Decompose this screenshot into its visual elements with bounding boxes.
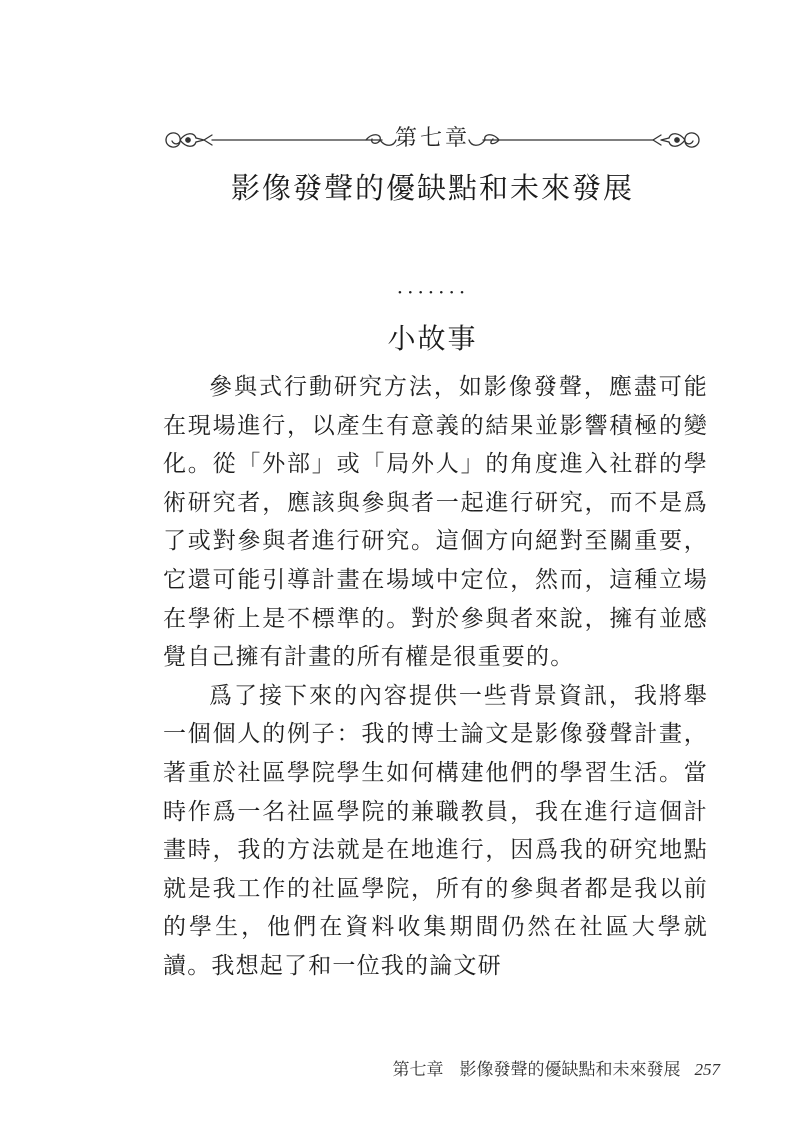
- body-text: [163, 368, 708, 986]
- page-number: 257: [694, 1060, 720, 1079]
- footer-chapter-title: 影像發聲的優缺點和未來發展: [459, 1060, 681, 1080]
- footer-chapter-label: 第七章: [392, 1060, 444, 1080]
- page-footer: [360, 1058, 720, 1082]
- chapter-header-ornament: [160, 118, 705, 162]
- section-divider: ·······: [396, 280, 470, 304]
- paragraph: 爲了接下來的內容提供一些背景資訊，我將舉一個個人的例子：我的博士論文是影像發聲計畫，著重於社區學院學生如何構建他們的學習生活。當時作爲一名社區學院的兼職教員，我在進行這個計畫時，我的方法就是在地進行，因爲我的研究地點就是我工作的社區學院，所有的參與者都是我以前的學生，他們在資料收集期間仍然在社區大學就讀。我想起了和一位我的論文研: [163, 682, 708, 979]
- section-title: 小故事: [387, 322, 478, 355]
- chapter-title: 影像發聲的優缺點和未來發展: [230, 171, 634, 205]
- chapter-label: 第七章: [394, 126, 470, 151]
- paragraph: 參與式行動研究方法，如影像發聲，應盡可能在現場進行，以產生有意義的結果並影響積極的變化。從「外部」或「局外人」的角度進入社群的學術研究者，應該與參與者一起進行研究，而不是爲了或對參與者進行研究。這個方向絕對至關重要，它還可能引導計畫在場域中定位，然而，這種立場在學術上是不標準的。對於參與者來說，擁有並感覺自己擁有計畫的所有權是很重要的。: [163, 374, 708, 671]
